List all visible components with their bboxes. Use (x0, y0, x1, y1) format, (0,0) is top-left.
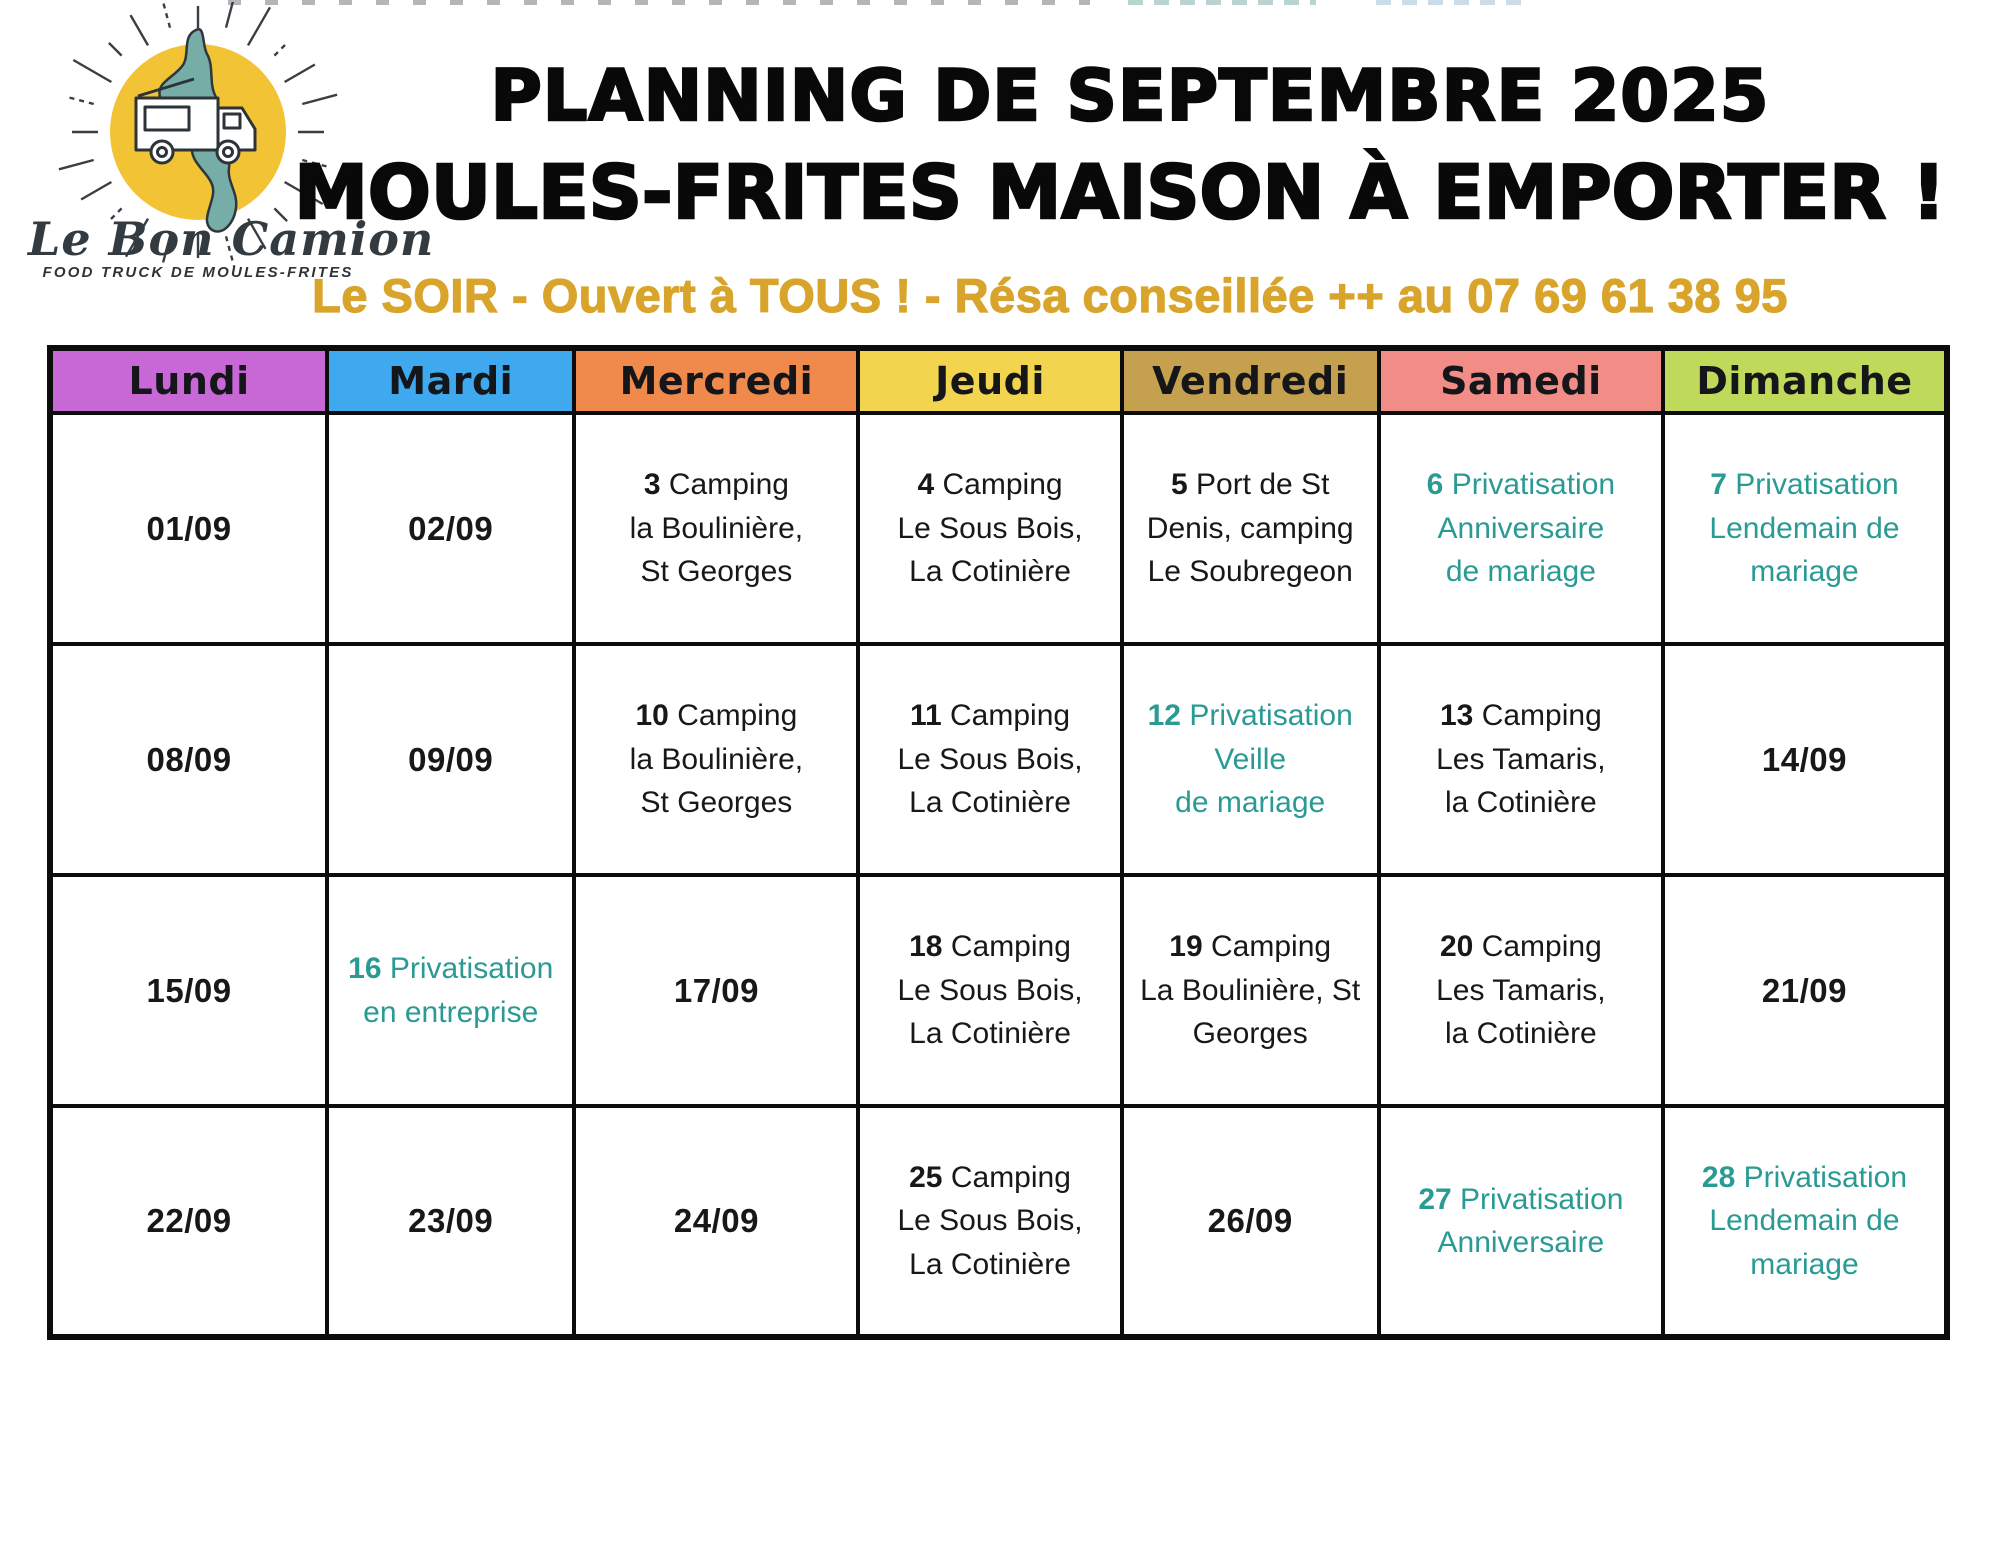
day-header-dimanche: Dimanche (1663, 348, 1947, 413)
date-label: 24/09 (673, 1202, 759, 1239)
day-header-mercredi: Mercredi (574, 348, 858, 413)
calendar-cell (1663, 1106, 1947, 1337)
week-row (50, 644, 1947, 875)
event-label: 16 Privatisation en entreprise (348, 952, 554, 1029)
cropped-text-fragment (1376, 0, 1532, 5)
calendar-cell (327, 644, 574, 875)
calendar-cell (1122, 875, 1379, 1106)
event-label: 10 Camping la Boulinière, St Georges (629, 699, 804, 820)
calendar-cell (574, 1106, 858, 1337)
calendar-cell (1663, 875, 1947, 1106)
event-label: 25 Camping Le Sous Bois, La Cotinière (897, 1160, 1083, 1281)
date-label: 15/09 (146, 971, 232, 1009)
page-title-line1: PLANNING DE SEPTEMBRE 2025 (490, 55, 1770, 137)
date-label: 17/09 (673, 971, 759, 1009)
event-label: 12 Privatisation Veille de mariage (1147, 699, 1353, 820)
week-row (50, 875, 1947, 1106)
calendar-cell (50, 875, 327, 1106)
cropped-text-fragment (1128, 0, 1316, 5)
calendar-cell (1379, 644, 1663, 875)
page-title-line2: MOULES-FRITES MAISON À EMPORTER ! (294, 150, 1946, 236)
calendar-cell (327, 413, 574, 644)
calendar-cell (574, 875, 858, 1106)
event-label: 19 Camping La Boulinière, St Georges (1140, 930, 1361, 1051)
planning-table (47, 345, 1950, 1340)
calendar-cell (858, 644, 1121, 875)
date-label: 02/09 (408, 509, 494, 547)
week-row (50, 413, 1947, 644)
event-label: 5 Port de St Denis, camping Le Soubregeon (1146, 468, 1354, 589)
calendar-cell (50, 1106, 327, 1337)
event-label: 6 Privatisation Anniversaire de mariage (1426, 468, 1616, 589)
day-header-jeudi: Jeudi (858, 348, 1121, 413)
calendar-cell (574, 644, 858, 875)
calendar-cell (1663, 644, 1947, 875)
calendar-cell (1122, 1106, 1379, 1337)
logo-brand-text: Le Bon Camion (28, 212, 435, 266)
day-header-samedi: Samedi (1379, 348, 1663, 413)
event-label: 3 Camping la Boulinière, St Georges (629, 468, 804, 589)
day-header-vendredi: Vendredi (1122, 348, 1379, 413)
calendar-cell (1379, 413, 1663, 644)
calendar-cell (327, 1106, 574, 1337)
date-label: 01/09 (146, 509, 232, 547)
event-label: 7 Privatisation Lendemain de mariage (1709, 468, 1900, 589)
day-header-lundi: Lundi (50, 348, 327, 413)
event-label: 28 Privatisation Lendemain de mariage (1701, 1160, 1908, 1281)
calendar-cell (1379, 875, 1663, 1106)
calendar-cell (50, 413, 327, 644)
calendar-cell (1122, 413, 1379, 644)
date-label: 26/09 (1207, 1202, 1293, 1239)
date-label: 22/09 (146, 1202, 232, 1239)
event-label: 13 Camping Les Tamaris, la Cotinière (1436, 699, 1606, 820)
day-header-row (50, 348, 1947, 413)
calendar-cell (327, 875, 574, 1106)
date-label: 23/09 (408, 1202, 494, 1239)
date-label: 08/09 (146, 740, 232, 778)
date-label: 14/09 (1761, 740, 1848, 778)
event-label: 18 Camping Le Sous Bois, La Cotinière (897, 930, 1083, 1051)
event-label: 27 Privatisation Anniversaire (1418, 1182, 1624, 1259)
week-row (50, 1106, 1947, 1337)
event-label: 20 Camping Les Tamaris, la Cotinière (1436, 930, 1606, 1051)
event-label: 11 Camping Le Sous Bois, La Cotinière (897, 699, 1083, 820)
opening-info-line: Le SOIR - Ouvert à TOUS ! - Résa conseillée ++ au 07 69 61 38 95 (312, 269, 1788, 322)
calendar-cell (1663, 413, 1947, 644)
calendar-cell (858, 875, 1121, 1106)
calendar-cell (1379, 1106, 1663, 1337)
logo-tagline: FOOD TRUCK DE MOULES-FRITES (42, 264, 354, 281)
calendar-cell (858, 1106, 1121, 1337)
date-label: 21/09 (1761, 971, 1848, 1009)
event-label: 4 Camping Le Sous Bois, La Cotinière (897, 468, 1083, 589)
calendar-cell (858, 413, 1121, 644)
calendar-cell (1122, 644, 1379, 875)
date-label: 09/09 (408, 740, 494, 778)
calendar-cell (574, 413, 858, 644)
calendar-cell (50, 644, 327, 875)
day-header-mardi: Mardi (327, 348, 574, 413)
